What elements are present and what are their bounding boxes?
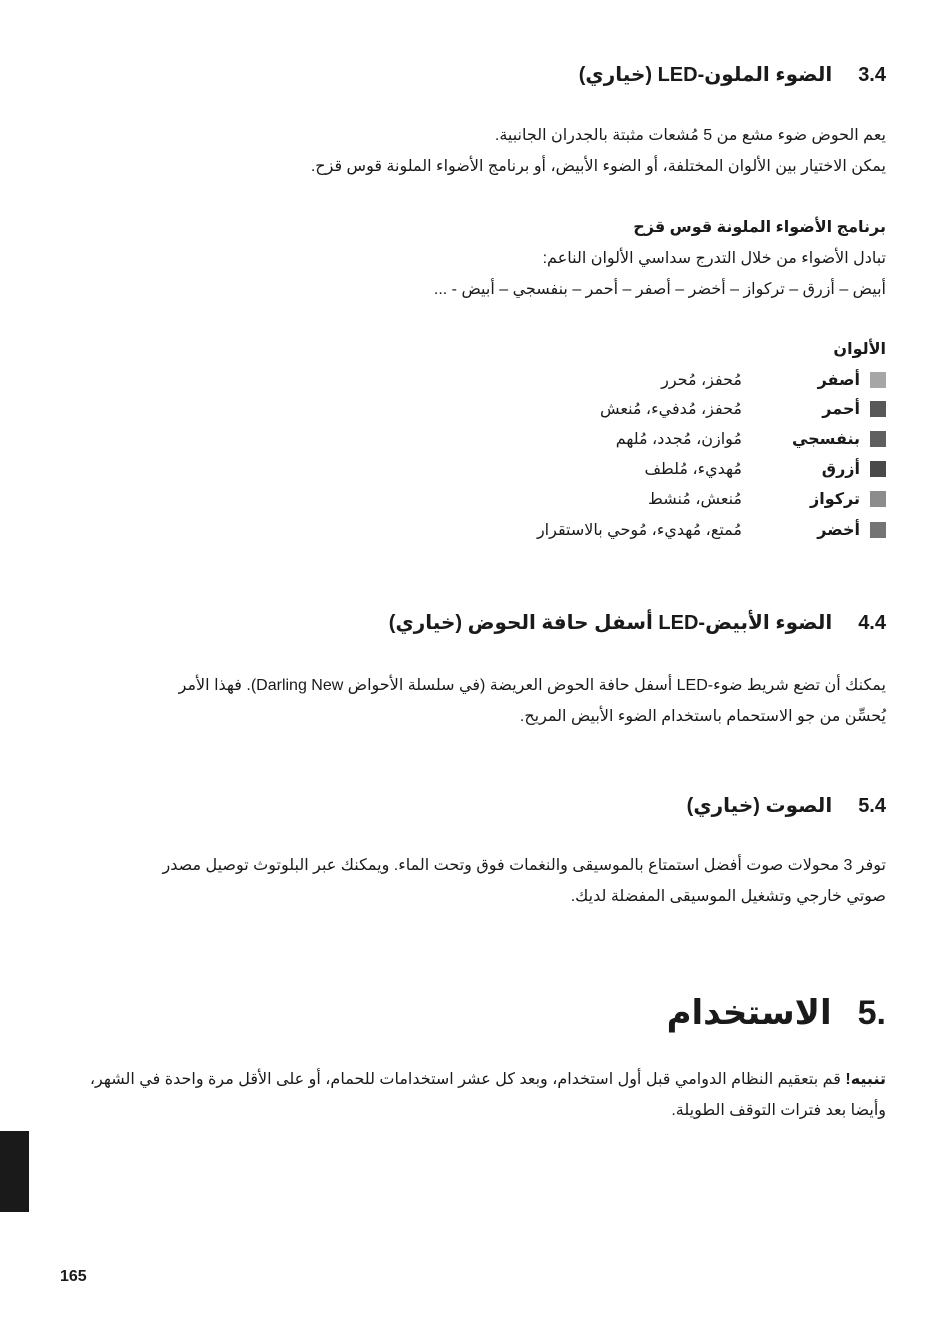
color-row xyxy=(616,428,886,450)
color-swatch-icon xyxy=(870,401,886,417)
color-swatch-icon xyxy=(870,491,886,507)
color-description: مُمتع، مُهديء، مُوحي بالاستقرار xyxy=(536,522,742,539)
section-3-4-line2: يمكن الاختيار بين الألوان المختلفة، أو الضوء الأبيض، أو برنامج الأضواء الملونة قوس قزح. xyxy=(310,158,886,175)
color-name: أزرق xyxy=(821,461,860,478)
section-3-4-body xyxy=(66,120,886,182)
color-name: أصفر xyxy=(817,372,860,389)
rainbow-line2: أبيض – أزرق – تركواز – أخضر – أصفر – أحمر – بنفسجي – أبيض - ... xyxy=(433,281,886,298)
section-5-4-heading xyxy=(687,793,886,818)
chapter-tab-marker xyxy=(0,1131,29,1212)
color-name: تركواز xyxy=(810,491,860,508)
color-swatch-icon xyxy=(870,372,886,388)
page-number: 165 xyxy=(60,1268,87,1285)
color-description: مُوازن، مُجدد، مُلهم xyxy=(615,431,742,448)
rainbow-line1: تبادل الأضواء من خلال التدرج سداسي الألوان الناعم: xyxy=(542,250,886,267)
section-5-heading xyxy=(667,993,886,1033)
section-5-4-line2: صوتي خارجي وتشغيل الموسيقى المفضلة لديك. xyxy=(570,888,886,905)
section-5-4-body xyxy=(64,850,886,912)
section-3-4-line1: يعم الحوض ضوء مشع من 5 مُشعات مثبتة بالجدران الجانبية. xyxy=(494,127,886,144)
section-4-4-number: 4.4 xyxy=(858,612,886,634)
color-description: مُحفز، مُدفيء، مُنعش xyxy=(599,401,742,418)
section-5-4-number: 5.4 xyxy=(858,795,886,817)
section-4-4-line2: يُحسِّن من جو الاستحمام باستخدام الضوء الأبيض المريح. xyxy=(519,708,886,725)
section-5-4-line1: توفر 3 محولات صوت أفضل استمتاع بالموسيقى والنغمات فوق وتحت الماء. ويمكنك عبر البلوتوث توصيل مصدر xyxy=(162,857,886,874)
section-3-4-heading xyxy=(579,62,886,87)
rainbow-program xyxy=(66,212,886,305)
color-row xyxy=(537,519,886,541)
section-5-title: الاستخدام xyxy=(666,994,832,1032)
color-name: أحمر xyxy=(822,401,860,418)
color-swatch-icon xyxy=(870,431,886,447)
section-4-4-title: الضوء الأبيض-LED أسفل حافة الحوض (خياري) xyxy=(388,612,833,634)
color-description: مُهديء، مُلطف xyxy=(644,461,742,478)
section-4-4-body xyxy=(64,670,886,732)
warning-text: قم بتعقيم النظام الدوامي قبل أول استخدام، وبعد كل عشر استخدامات للحمام، أو على الأقل مرة واحدة في الشهر، xyxy=(89,1071,846,1088)
color-name: أخضر xyxy=(817,522,860,539)
color-row xyxy=(661,369,886,391)
color-swatch-icon xyxy=(870,461,886,477)
colors-title: الألوان xyxy=(833,341,886,358)
color-description: مُحفز، مُحرر xyxy=(661,372,742,389)
section-5-body xyxy=(64,1064,886,1126)
section-3-4-title: الضوء الملون-LED (خياري) xyxy=(578,64,833,86)
warning-label: تنبيه! xyxy=(845,1071,886,1088)
section-4-4-line1: يمكنك أن تضع شريط ضوء-LED أسفل حافة الحوض العريضة (في سلسلة الأحواض Darling New). فهذا الأمر xyxy=(178,677,886,694)
section-3-4-number: 3.4 xyxy=(858,64,886,86)
section-4-4-heading xyxy=(389,610,886,635)
color-row xyxy=(600,398,886,420)
color-name: بنفسجي xyxy=(791,431,860,448)
rainbow-title: برنامج الأضواء الملونة قوس قزح xyxy=(633,219,886,236)
section-5-line1 xyxy=(64,1064,886,1095)
section-5-4-title: الصوت (خياري) xyxy=(686,795,833,817)
section-5-line2: وأيضا بعد فترات التوقف الطويلة. xyxy=(671,1102,886,1119)
color-description: مُنعش، مُنشط xyxy=(648,491,742,508)
color-row xyxy=(644,458,886,480)
color-swatch-icon xyxy=(870,522,886,538)
section-5-number: .5 xyxy=(857,994,886,1032)
color-row xyxy=(648,488,886,510)
